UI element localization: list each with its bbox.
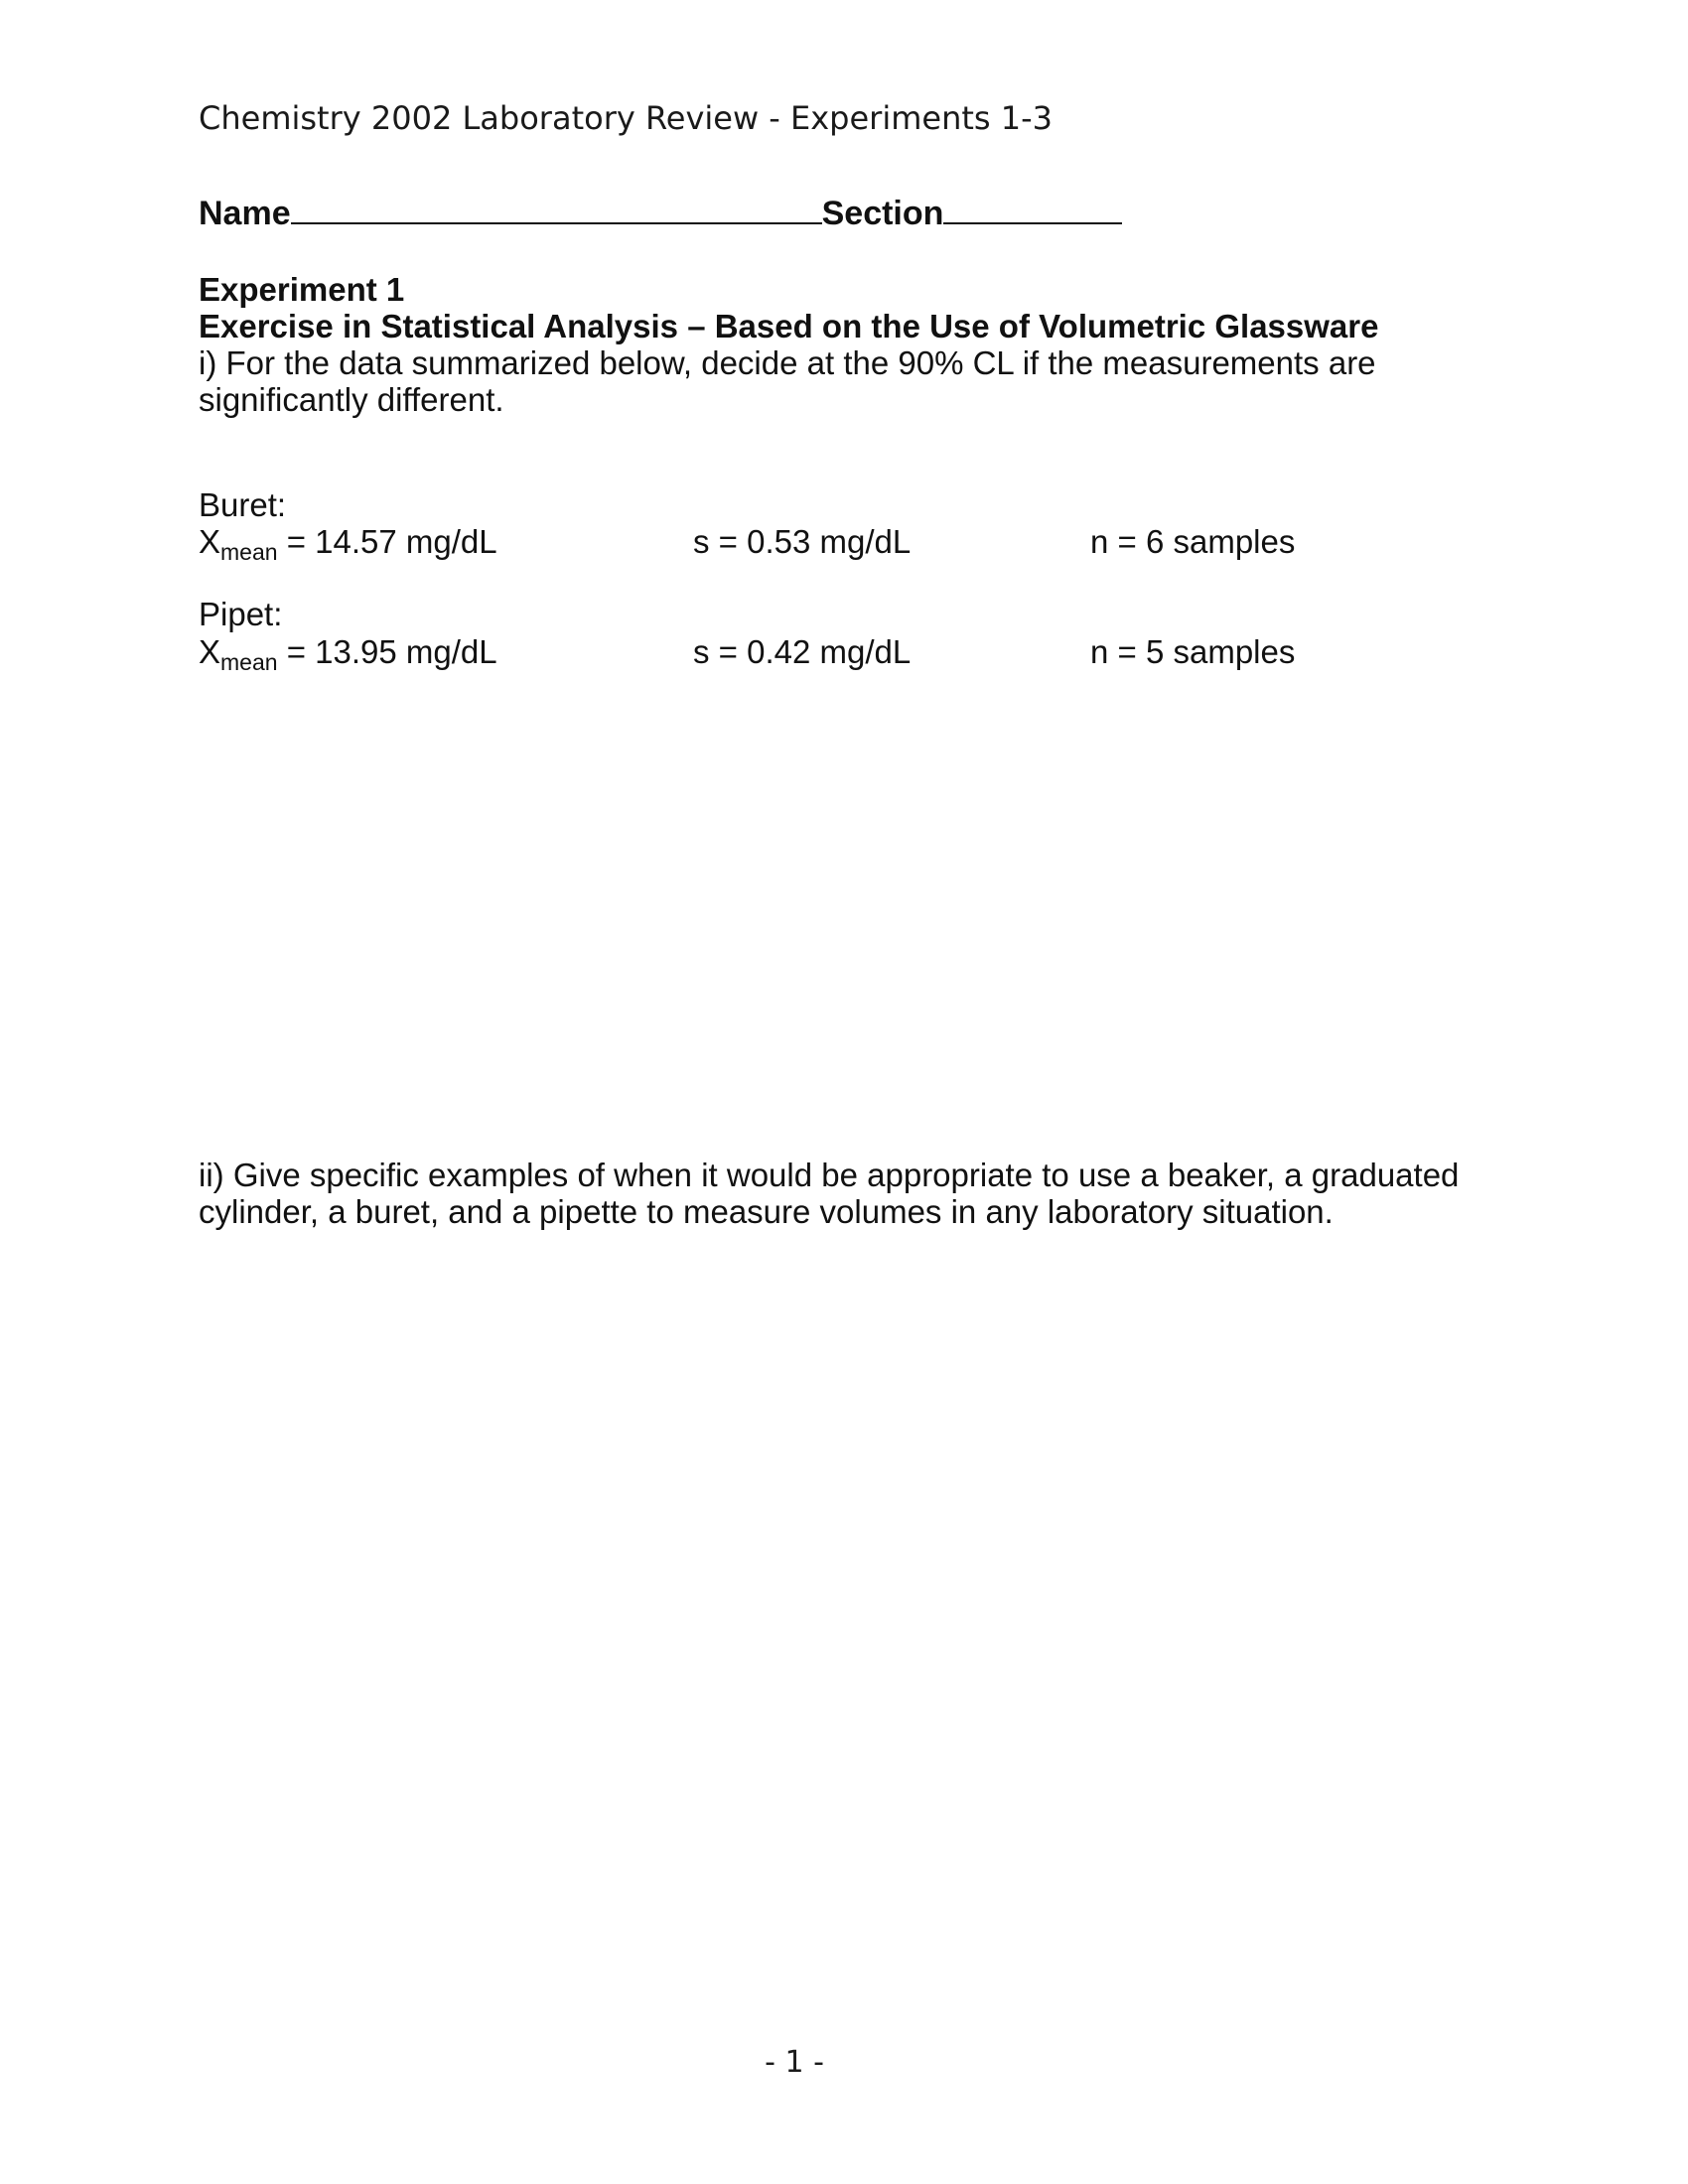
sample-count-value: n = 6 samples	[1090, 523, 1296, 560]
section-blank-field[interactable]	[943, 197, 1122, 224]
document-title: Chemistry 2002 Laboratory Review - Experiments 1-3	[199, 99, 1054, 137]
question-1: i) For the data summarized below, decide at the 90% CL if the measurements are significantly different.	[199, 344, 1376, 418]
mean-subscript: mean	[220, 539, 278, 565]
mean-value	[199, 523, 497, 566]
data-row-pipet	[0, 633, 1688, 673]
group-label-pipet: Pipet:	[199, 596, 283, 632]
experiment-subtitle: Exercise in Statistical Analysis – Based on the Use of Volumetric Glassware	[199, 308, 1379, 344]
page-number: - 1 -	[765, 2045, 824, 2080]
sample-count-value: n = 5 samples	[1090, 633, 1296, 670]
mean-symbol: X	[199, 523, 221, 560]
experiment-heading: Experiment 1	[199, 271, 405, 308]
mean-value	[199, 633, 497, 676]
data-row-buret	[0, 523, 1688, 563]
name-section-line	[199, 195, 1122, 233]
name-blank-field[interactable]	[291, 197, 822, 224]
section-label: Section	[821, 195, 944, 232]
mean-subscript: mean	[220, 649, 278, 675]
name-label: Name	[199, 195, 291, 232]
std-dev-value: s = 0.53 mg/dL	[693, 523, 912, 560]
std-dev-value: s = 0.42 mg/dL	[693, 633, 912, 670]
mean-number: = 14.57 mg/dL	[286, 523, 497, 560]
group-label-buret: Buret:	[199, 486, 287, 523]
mean-symbol: X	[199, 633, 221, 670]
mean-number: = 13.95 mg/dL	[286, 633, 497, 670]
question-2: ii) Give specific examples of when it would be appropriate to use a beaker, a graduated cylinder, a buret, and a pipette to measure volumes in any laboratory situation.	[199, 1157, 1460, 1230]
